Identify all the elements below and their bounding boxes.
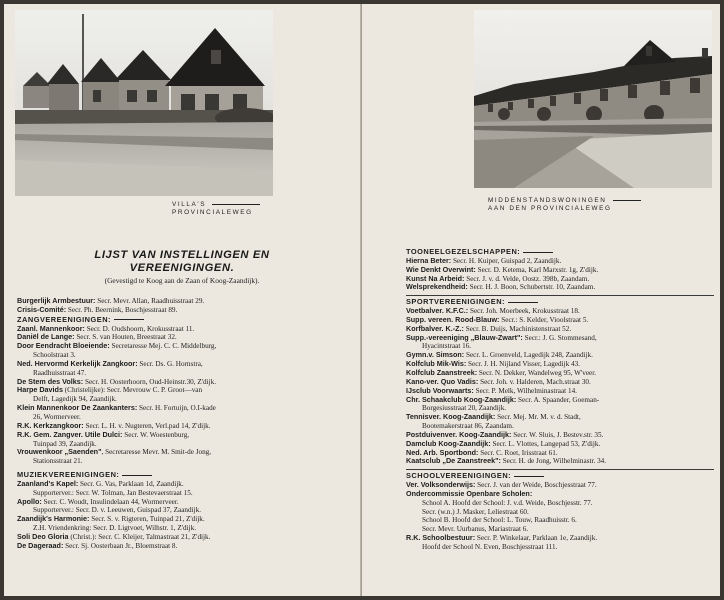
left-page [4,4,361,596]
entry-details: Secr. Joh. v. Halderen, Mach.straat 30. [478,377,591,386]
entry-name: Crisis-Comité: [17,304,67,314]
entry-details: Secr.: S. Kelder, Vioolstraat 5. [499,315,589,324]
entry-details: Secr. Ph. Beernink, Boschjesstraat 89. [66,305,178,314]
entry-details: Secr. Mevr. Allan, Raadhuisstraat 29. [95,297,205,305]
entry-name: Zaanland's Kapel: [17,478,79,488]
section-title: MUZIEKVEREENIGINGEN: [17,470,120,480]
entry-details: Z.H. Vriendenkring: Secr. D. Ligtvoet, Wilhstr. 1, Z'dijk. [33,524,197,533]
entry-details: Secr. C. Woudt, Insulindelaan 44, Wormerveer. [41,497,179,506]
list-entry [406,490,714,499]
list-entry [17,533,353,542]
list-entry [406,499,714,508]
entry-details: Secr. Joh. Moerbeek, Krokusstraat 18. [468,307,580,316]
list-entry [406,516,714,525]
entry-details: Delft, Lagedijk 94, Zaandijk. [33,395,117,404]
entry-name: De Dageraad: [17,540,64,550]
list-entry [17,480,353,489]
list-entry [17,498,353,507]
list-entry [406,508,714,517]
caption-rule [613,200,641,201]
villas-caption [172,201,260,217]
middenstand-caption [488,197,641,213]
entry-details: Secr. H. de Jong, Wilhelminastr. 34. [500,457,607,466]
list-entry [406,283,714,292]
entry-name: Damclub Koog-Zaandijk: [406,438,491,448]
entry-name: IJsclub Voorwaarts: [406,385,474,395]
entry-details: Secretaresse Mej. C. C. Middelburg, [109,342,217,351]
entry-name: Kano-ver. Quo Vadis: [406,376,479,386]
entry-name: R.K. Gem. Zangver. Utile Dulci: [17,429,123,439]
entry-details: Secr. J. van der Weide, Boschjesstraat 77. [475,481,597,490]
entry-name: Zaanl. Mannenkoor: [17,323,85,333]
entry-name: Ned. Hervormd Kerkelijk Zangkoor: [17,358,138,368]
entry-details: Secr. Mevr. Uurbanus, Mariastraat 6. [422,525,529,534]
heading-line-1: LIJST VAN INSTELLINGEN EN [94,249,270,261]
middenstand-photo [474,10,712,188]
villas-photo [15,10,273,196]
section-heading [406,248,714,257]
entry-name: Ned. Arb. Sportbond: [406,447,479,457]
entry-details: Secr. W. Sluis, J. Bestev.str. 35. [511,430,604,439]
entry-details: Secr. J. v. d. Velde, Oostz. 398b, Zaandam. [464,274,590,283]
entry-details: 26, Wormerveer. [33,412,81,421]
entry-details: Secr. H. Fortuijn, O.I-kade [137,404,216,413]
entry-details: Supporterver.: Secr. D. v. Leeuwen, Guispad 37, Zaandijk. [33,506,201,515]
entry-details: Secr. B. Duijs, Machinistenstraat 52. [463,324,572,333]
entry-name: Vrouwenkoor „Saenden" [17,447,102,457]
section-title: ZANGVEREENIGINGEN: [17,314,111,324]
entry-details: Raadhuisstraat 47. [33,368,87,377]
entry-name: Wie Denkt Overwint: [406,264,476,274]
entry-details: Secr. G. Vas, Parklaan 1d, Zaandijk. [78,479,184,488]
section-rule [114,319,144,320]
entry-details: School B. Hoofd der School: L. Touw, Raadhuisstr. 6. [422,516,577,525]
list-entry [17,297,353,306]
list-entry [17,306,353,315]
list-entry [17,404,353,413]
entry-details: Secr. L. Vlottes, Langepad 53, Z'dijk. [490,439,601,448]
list-entry [406,534,714,543]
entry-details: Secr. P. Melk, Wilhelminastraat 14. [473,386,577,395]
entry-details: Bootemakerstraat 86, Zaandam. [422,422,514,431]
entry-details: Secr. W. Woestenburg, [122,430,190,439]
entry-details: (Christ.): Secr. C. Kleijer, Talmastraat 21, Z'dijk. [68,532,211,541]
entry-name: Voetbalver. K.F.C.: [406,306,469,316]
list-entry [17,360,353,369]
page-heading [4,249,360,275]
entry-details: Secr. (w.n.) J. Masker, Leliestraat 60. [422,507,529,516]
list-entry [406,334,714,343]
entry-name: Welsprekendheid: [406,282,468,292]
caption-line-2: AAN DEN PROVINCIALEWEG [488,205,612,212]
entry-name: Ondercommissie Openbare Scholen: [406,488,533,498]
entry-details: Secr. C. Roet, Irisstraat 61. [478,448,558,457]
section-rule [508,302,538,303]
entry-details: Secr. H. Oosterhoorn, Oud-Heinstr.30, Z'dijk. [83,377,217,386]
list-entry [17,431,353,440]
entry-details: Secr. Sj. Oosterbaan Jr., Bloemstraat 8. [63,541,178,550]
list-entry [406,396,714,405]
entry-details: Secr. S. van Houten, Breestraat 32. [74,333,177,342]
entry-name: Chr. Schaakclub Koog-Zaandijk: [406,394,517,404]
entry-name: Gymn.v. Simson: [406,350,465,360]
left-listing [17,297,353,555]
list-entry [17,515,353,524]
entry-name: Kaatsclub „De Zaanstreek": [406,456,501,466]
entry-details: Secr. D. Ketema, Karl Marxstr. 1g, Z'dijk. [475,265,599,274]
entry-details: Secr.: J. G. Stommesand, [522,333,597,342]
entry-name: Kolfclub Zaanstreek: [406,367,478,377]
list-entry [17,542,353,551]
list-entry [406,543,714,552]
entry-details: Secr. J. H. Nijland Visser, Lagedijk 43. [466,360,580,369]
entry-name: Supp. vereen. Rood-Blauw: [406,314,500,324]
section-rule [122,475,152,476]
page-subheading: (Gevestigd te Koog aan de Zaan of Koog-Zaandijk). [104,276,260,285]
list-entry [406,457,714,466]
entry-details: Secr. N. Dekker, Wandelweg 95, W'veer. [477,368,597,377]
list-entry [17,386,353,395]
entry-name: De Stem des Volks: [17,376,84,386]
entry-name: Kunst Na Arbeid: [406,273,465,283]
entry-name: R.K. Schoolbestuur: [406,533,476,543]
entry-name: Klein Mannenkoor De Zaankanters: [17,403,138,413]
entry-details: Secr. P. Winkelaar, Parklaan 1e, Zaandijk. [475,534,598,543]
entry-details: Secr. H. J. Boon, Schubertstr. 10, Zaandam. [467,283,596,292]
entry-details: Hoofd der School N. Even, Boschjesstraat 111. [422,543,558,551]
entry-details: Secr. H. Kuiper, Guispad 2, Zaandijk. [451,256,562,265]
entry-name: Kolfclub Mik-Wis: [406,359,467,369]
entry-name: Korfbalver. K.-Z.: [406,323,464,333]
entry-name: Hierna Beter: [406,255,452,265]
entry-name: Soli Deo Gloria [17,531,69,541]
entry-name: Burgerlijk Armbestuur: [17,296,96,305]
section-title: SPORTVEREENIGINGEN: [406,297,506,307]
entry-name: Apollo: [17,496,42,506]
entry-name: Supp.-vereeniging „Blauw-Zwart": [406,332,523,342]
entry-name: Harpe Davids [17,385,63,395]
entry-name: Door Eendracht Bloeiende: [17,341,110,351]
entry-details: Borgesiusstraat 20, Zaandijk. [422,404,507,413]
entry-name: Daniël de Lange: [17,332,75,342]
entry-details: Hyacintstraat 16. [422,342,472,351]
entry-name: Postduivenver. Koog-Zaandijk: [406,429,512,439]
entry-details: Secr. S. v. Rigteren, Tuinpad 21, Z'dijk. [89,515,205,524]
heading-line-2: VEREENIGINGEN. [129,262,235,274]
list-entry [406,413,714,422]
entry-details: Secr. L. H. v. Nugteren, Verl.pad 14, Z'dijk. [83,421,211,430]
caption-line-2: PROVINCIALEWEG [172,209,253,216]
entry-details: (Christelijke): Secr. Mevrouw C. P. Groot—van [62,386,203,395]
right-page [362,4,720,596]
entry-details: Supporterver.: Secr. W. Tolman, Jan Bestevaerstraat 15. [33,488,193,497]
entry-details: Secr. Ds. G. Hornstra, [137,359,203,368]
entry-details: Secr. L. Groenveld, Lagedijk 248, Zaandijk. [464,351,593,360]
entry-details: Tuinpad 39, Zaandijk. [33,439,97,448]
caption-line-1: MIDDENSTANDSWONINGEN [488,197,607,204]
entry-name: R.K. Kerkzangkoor: [17,420,84,430]
entry-name: Tennisver. Koog-Zaandijk: [406,412,496,422]
entry-name: Ver. Volksonderwijs: [406,480,476,490]
entry-details: School A. Hoofd der School: J. v.d. Weide, Boschjesstr. 77. [422,498,593,507]
section-rule [523,252,553,253]
entry-name: Zaandijk's Harmonie: [17,514,90,524]
section-title: TOONEELGEZELSCHAPPEN: [406,247,521,256]
entry-details: , Secretaresse Mevr. M. Smit-de Jong, [101,448,212,457]
spacer [17,551,353,555]
list-entry [17,448,353,457]
entry-details: Schoolstraat 3. [33,351,76,360]
entry-details: Secr. D. Oudshoorn, Krokusstraat 11. [84,324,195,333]
list-entry [17,489,353,498]
caption-rule [212,204,260,205]
section-rule [514,476,544,477]
entry-details: Stationsstraat 21. [33,457,83,466]
caption-line-1: VILLA'S [172,201,207,208]
list-entry [17,342,353,351]
entry-details: Secr. Mej. Mr. M. v. d. Stadt, [495,413,581,422]
entry-details: Secr. A. Spaander, Goeman- [516,395,600,404]
list-entry [17,457,353,466]
section-title: SCHOOLVEREENIGINGEN: [406,471,512,481]
right-listing [406,247,714,552]
